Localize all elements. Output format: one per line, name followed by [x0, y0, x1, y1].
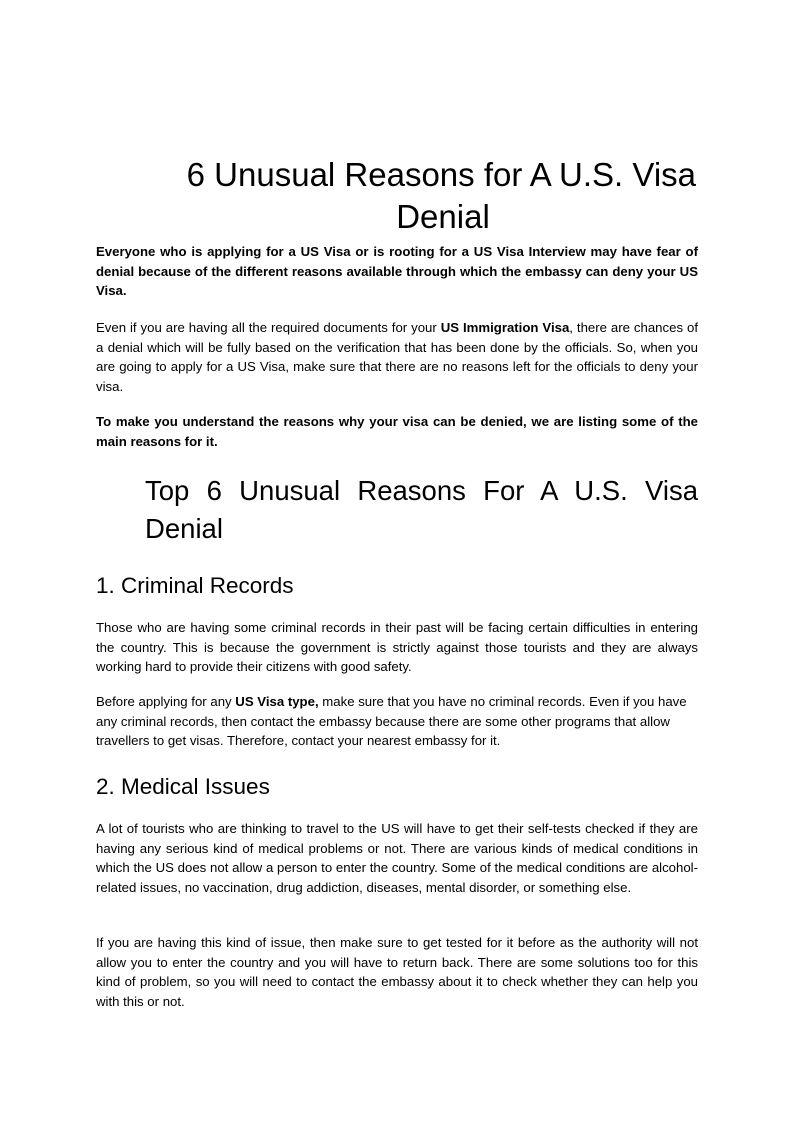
criminal-records-paragraph-1: Those who are having some criminal records in their past will be facing certain difficulties in entering the country. This is because the government is strictly against those tourists and they are always working hard to provide their citizens with good safety.: [96, 620, 698, 675]
medical-issues-paragraph-1: A lot of tourists who are thinking to travel to the US will have to get their self-tests checked if they are having any serious kind of medical problems or not. There are various kinds of medical conditions in which the US does not allow a person to enter the country. Some of the medical conditions are alcohol-related issues, no vaccination, drug addiction, diseases, mental disorder, or something else.: [96, 821, 698, 895]
paragraph-bold-term: US Immigration Visa: [440, 320, 570, 335]
paragraph-listing-intro: To make you understand the reasons why your visa can be denied, we are listing some of the main reasons for it.: [96, 414, 698, 449]
top-reasons-heading: Top 6 Unusual Reasons For A U.S. Visa Denial: [145, 475, 698, 544]
document-title: [96, 154, 698, 238]
document-title-line1: 6 Unusual Reasons for A U.S. Visa: [186, 156, 696, 193]
paragraph-text: Before applying for any: [96, 694, 236, 709]
paragraph-text: , there are chances of a denial which will be fully based on the verification that has been done by the officials. So, when you are going to apply for a US Visa, make sure that there are no reasons left for the officials to deny your visa.: [96, 320, 698, 394]
criminal-records-paragraph-2: [96, 692, 698, 751]
paragraph-text: Even if you are having all the required documents for your: [96, 320, 441, 335]
section-heading-medical-issues: 2. Medical Issues: [96, 774, 270, 799]
medical-issues-paragraph-2: If you are having this kind of issue, then make sure to get tested for it before as the authority will not allow you to enter the country and you will have to return back. There are some solutions too for this kind of problem, so you will need to contact the embassy about it to check whether they can help you with this or not.: [96, 935, 698, 1009]
paragraph-bold-term: US Visa type,: [235, 694, 319, 709]
intro-paragraph: Everyone who is applying for a US Visa or is rooting for a US Visa Interview may have fear of denial because of the different reasons available through which the embassy can deny your US Visa.: [96, 244, 698, 299]
paragraph-text: make sure that you have no criminal records. Even if you have any criminal records, then contact the embassy because there are some other programs that allow travellers to get visas. Therefore, contact your nearest embassy for it.: [96, 694, 687, 749]
document-title-line2: Denial: [396, 198, 490, 235]
paragraph-immigration-visa: [96, 318, 698, 396]
section-heading-criminal-records: 1. Criminal Records: [96, 573, 294, 598]
